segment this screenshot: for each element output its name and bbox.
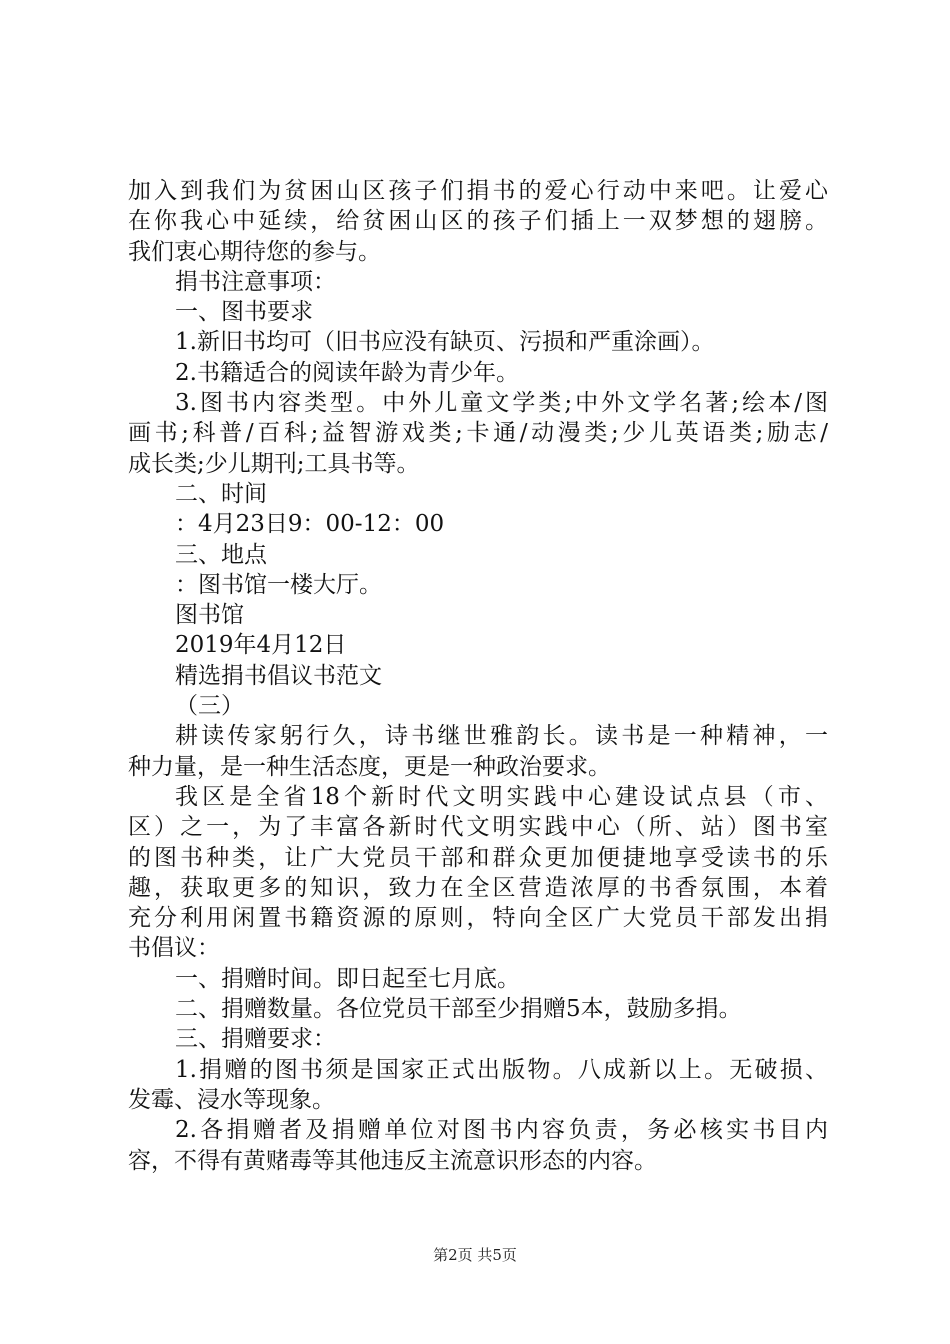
text-line: 捐书注意事项： xyxy=(175,268,336,295)
text-line: 在你我心中延续，给贫困山区的孩子们插上一双梦想的翅膀。 xyxy=(128,208,828,235)
text-line: 发霉、浸水等现象。 xyxy=(128,1086,335,1113)
text-line: 充分利用闲置书籍资源的原则，特向全区广大党员干部发出捐 xyxy=(128,905,828,932)
text-line: 画书;科普/百科;益智游戏类;卡通/动漫类;少儿英语类;励志/ xyxy=(128,420,828,447)
text-line: 二、捐赠数量。各位党员干部至少捐赠5本，鼓励多捐。 xyxy=(175,996,742,1023)
document-body xyxy=(128,176,828,1176)
text-line: 一、图书要求 xyxy=(175,299,313,326)
text-line: ：图书馆一楼大厅。 xyxy=(175,571,382,598)
text-line: 我区是全省18个新时代文明实践中心建设试点县（市、 xyxy=(175,783,828,810)
text-line: 成长类;少儿期刊;工具书等。 xyxy=(128,450,420,477)
text-line: 耕读传家躬行久，诗书继世雅韵长。读书是一种精神，一 xyxy=(175,723,828,750)
text-line: 我们衷心期待您的参与。 xyxy=(128,238,381,265)
text-line: 的图书种类，让广大党员干部和群众更加便捷地享受读书的乐 xyxy=(128,844,828,871)
text-line: 2.书籍适合的阅读年龄为青少年。 xyxy=(175,359,519,386)
text-line: 2.各捐赠者及捐赠单位对图书内容负责，务必核实书目内 xyxy=(175,1117,828,1144)
text-line: ：4月23日9：00-12：00 xyxy=(175,511,445,538)
text-line: 三、地点 xyxy=(175,541,267,568)
page-footer: 第2页 共5页 xyxy=(433,1246,517,1264)
text-line: 三、捐赠要求： xyxy=(175,1026,336,1053)
text-line: 一、捐赠时间。即日起至七月底。 xyxy=(175,965,520,992)
text-line: 加入到我们为贫困山区孩子们捐书的爱心行动中来吧。让爱心 xyxy=(128,178,828,204)
text-line: 容，不得有黄赌毒等其他违反主流意识形态的内容。 xyxy=(128,1147,657,1174)
text-line: （三） xyxy=(175,693,244,720)
text-line: 1.新旧书均可（旧书应没有缺页、污损和严重涂画）。 xyxy=(175,329,715,356)
text-line: 种力量，是一种生活态度，更是一种政治要求。 xyxy=(128,753,611,780)
text-line: 书倡议： xyxy=(128,935,220,962)
text-line: 二、时间 xyxy=(175,480,267,507)
text-line: 2019年4月12日 xyxy=(175,632,347,659)
text-line: 精选捐书倡议书范文 xyxy=(175,662,382,689)
text-line: 图书馆 xyxy=(175,602,244,629)
text-line: 区）之一，为了丰富各新时代文明实践中心（所、站）图书室 xyxy=(128,814,828,841)
text-line: 趣，获取更多的知识，致力在全区营造浓厚的书香氛围，本着 xyxy=(128,874,828,901)
text-line: 3.图书内容类型。中外儿童文学类;中外文学名著;绘本/图 xyxy=(175,390,828,417)
text-line: 1.捐赠的图书须是国家正式出版物。八成新以上。无破损、 xyxy=(175,1056,828,1083)
